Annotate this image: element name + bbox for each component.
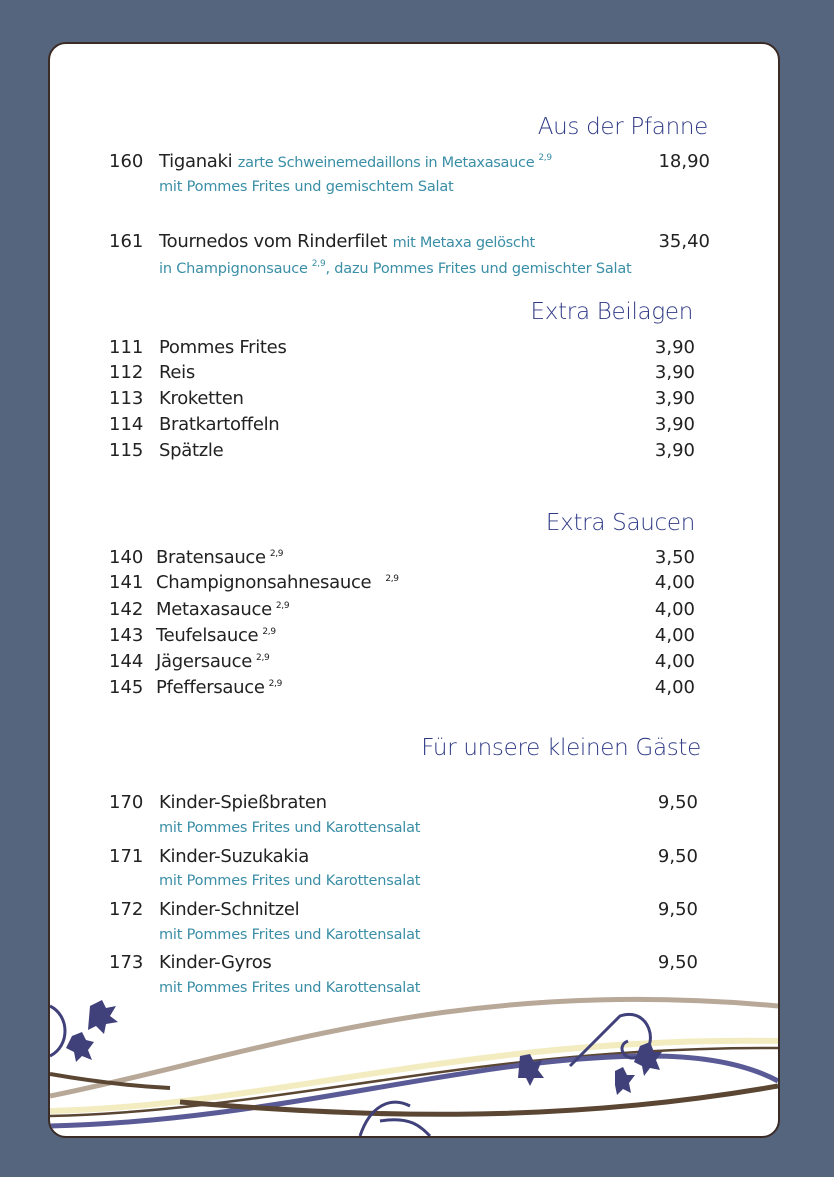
item-number: 111 (109, 337, 144, 358)
item-name-text: Kinder-Gyros (159, 952, 272, 973)
item-description-text: mit Pommes Frites und Karottensalat (159, 980, 421, 996)
item-number: 142 (109, 599, 144, 620)
item-description-text: mit Pommes Frites und Karottensalat (159, 873, 421, 889)
item-name (159, 414, 279, 435)
item-price: 3,90 (654, 440, 695, 461)
item-name (159, 362, 195, 383)
item-price: 18,90 (658, 151, 710, 172)
item-name (156, 599, 289, 620)
item-description-text: mit Pommes Frites und gemischtem Salat (159, 179, 454, 195)
item-price: 3,90 (654, 362, 695, 383)
item-name-text: Pommes Frites (159, 337, 287, 358)
menu-page (48, 42, 780, 1138)
item-number: 143 (109, 625, 144, 646)
item-price: 3,90 (654, 337, 695, 358)
item-name (156, 572, 399, 593)
item-number: 115 (109, 440, 144, 461)
item-name (159, 231, 535, 252)
section-heading: Extra Saucen (545, 510, 695, 536)
item-description-text: mit Pommes Frites und Karottensalat (159, 927, 421, 943)
item-number: 171 (109, 846, 144, 867)
item-price: 35,40 (658, 231, 710, 252)
item-name (159, 337, 287, 358)
item-price: 9,50 (657, 899, 698, 920)
item-name-text: Kinder-Suzukakia (159, 846, 309, 867)
item-number: 114 (109, 414, 144, 435)
item-price: 4,00 (654, 625, 695, 646)
item-name (159, 899, 299, 920)
item-name (159, 952, 272, 973)
item-name (159, 792, 327, 813)
item-name-text: Tournedos vom Rinderfilet (159, 231, 388, 252)
item-description (159, 820, 420, 836)
item-name-text: Kinder-Schnitzel (159, 899, 300, 920)
item-description-text: mit Pommes Frites und Karottensalat (159, 820, 421, 836)
item-inline-description: zarte Schweinemedaillons in Metaxasauce (237, 155, 535, 171)
allergen-note: 2,9 (385, 574, 399, 584)
item-price: 3,90 (654, 414, 695, 435)
item-description (159, 927, 420, 943)
item-name (159, 846, 309, 867)
item-name (156, 651, 269, 672)
item-name-text: Metaxasauce (156, 599, 272, 620)
item-number: 160 (109, 151, 144, 172)
item-number: 173 (109, 952, 144, 973)
item-name (159, 440, 223, 461)
item-name-text: Teufelsauce (156, 625, 259, 646)
item-inline-description: mit Metaxa gelöscht (392, 235, 535, 251)
section-heading: Aus der Pfanne (537, 114, 708, 140)
item-name (159, 151, 552, 172)
item-name-text: Bratensauce (156, 547, 266, 568)
item-number: 140 (109, 547, 144, 568)
item-price: 3,90 (654, 388, 695, 409)
item-price: 4,00 (654, 651, 695, 672)
item-name (156, 625, 276, 646)
item-name-text: Kroketten (159, 388, 244, 409)
item-price: 4,00 (654, 572, 695, 593)
item-name-text: Jägersauce (156, 651, 253, 672)
item-number: 161 (109, 231, 144, 252)
item-description (159, 873, 420, 889)
item-description (159, 259, 632, 277)
item-number: 113 (109, 388, 144, 409)
item-name-text: Champignonsahnesauce (156, 572, 372, 593)
item-description (159, 980, 420, 996)
item-name-text: Pfeffersauce (156, 677, 265, 698)
item-price: 9,50 (657, 952, 698, 973)
item-description-text: , dazu Pommes Frites und gemischter Salat (325, 261, 632, 277)
item-number: 144 (109, 651, 144, 672)
section-heading: Extra Beilagen (530, 299, 693, 325)
item-number: 141 (109, 572, 144, 593)
item-name-text: Bratkartoffeln (159, 414, 280, 435)
item-price: 3,50 (654, 547, 695, 568)
allergen-note: 2,9 (269, 549, 284, 559)
allergen-note: 2,9 (268, 679, 283, 689)
item-number: 112 (109, 362, 144, 383)
item-description (159, 179, 454, 195)
allergen-note: 2,9 (262, 627, 276, 637)
item-number: 170 (109, 792, 144, 813)
allergen-note: 2,9 (256, 653, 270, 663)
item-name-text: Tiganaki (159, 151, 233, 172)
item-name-text: Spätzle (159, 440, 224, 461)
item-name-text: Kinder-Spießbraten (159, 792, 327, 813)
item-price: 9,50 (657, 846, 698, 867)
item-name (156, 547, 283, 568)
item-number: 145 (109, 677, 144, 698)
item-name-text: Reis (159, 362, 195, 383)
item-name (159, 388, 244, 409)
item-description-part: in Champignonsauce (159, 261, 308, 277)
allergen-note: 2,9 (311, 259, 326, 269)
allergen-note: 2,9 (275, 601, 290, 611)
item-price: 9,50 (657, 792, 698, 813)
item-number: 172 (109, 899, 144, 920)
item-price: 4,00 (654, 677, 695, 698)
vine-ornament-decoration (50, 986, 778, 1136)
section-heading: Für unsere kleinen Gäste (421, 735, 701, 761)
allergen-note: 2,9 (538, 153, 552, 163)
item-price: 4,00 (654, 599, 695, 620)
item-name (156, 677, 282, 698)
